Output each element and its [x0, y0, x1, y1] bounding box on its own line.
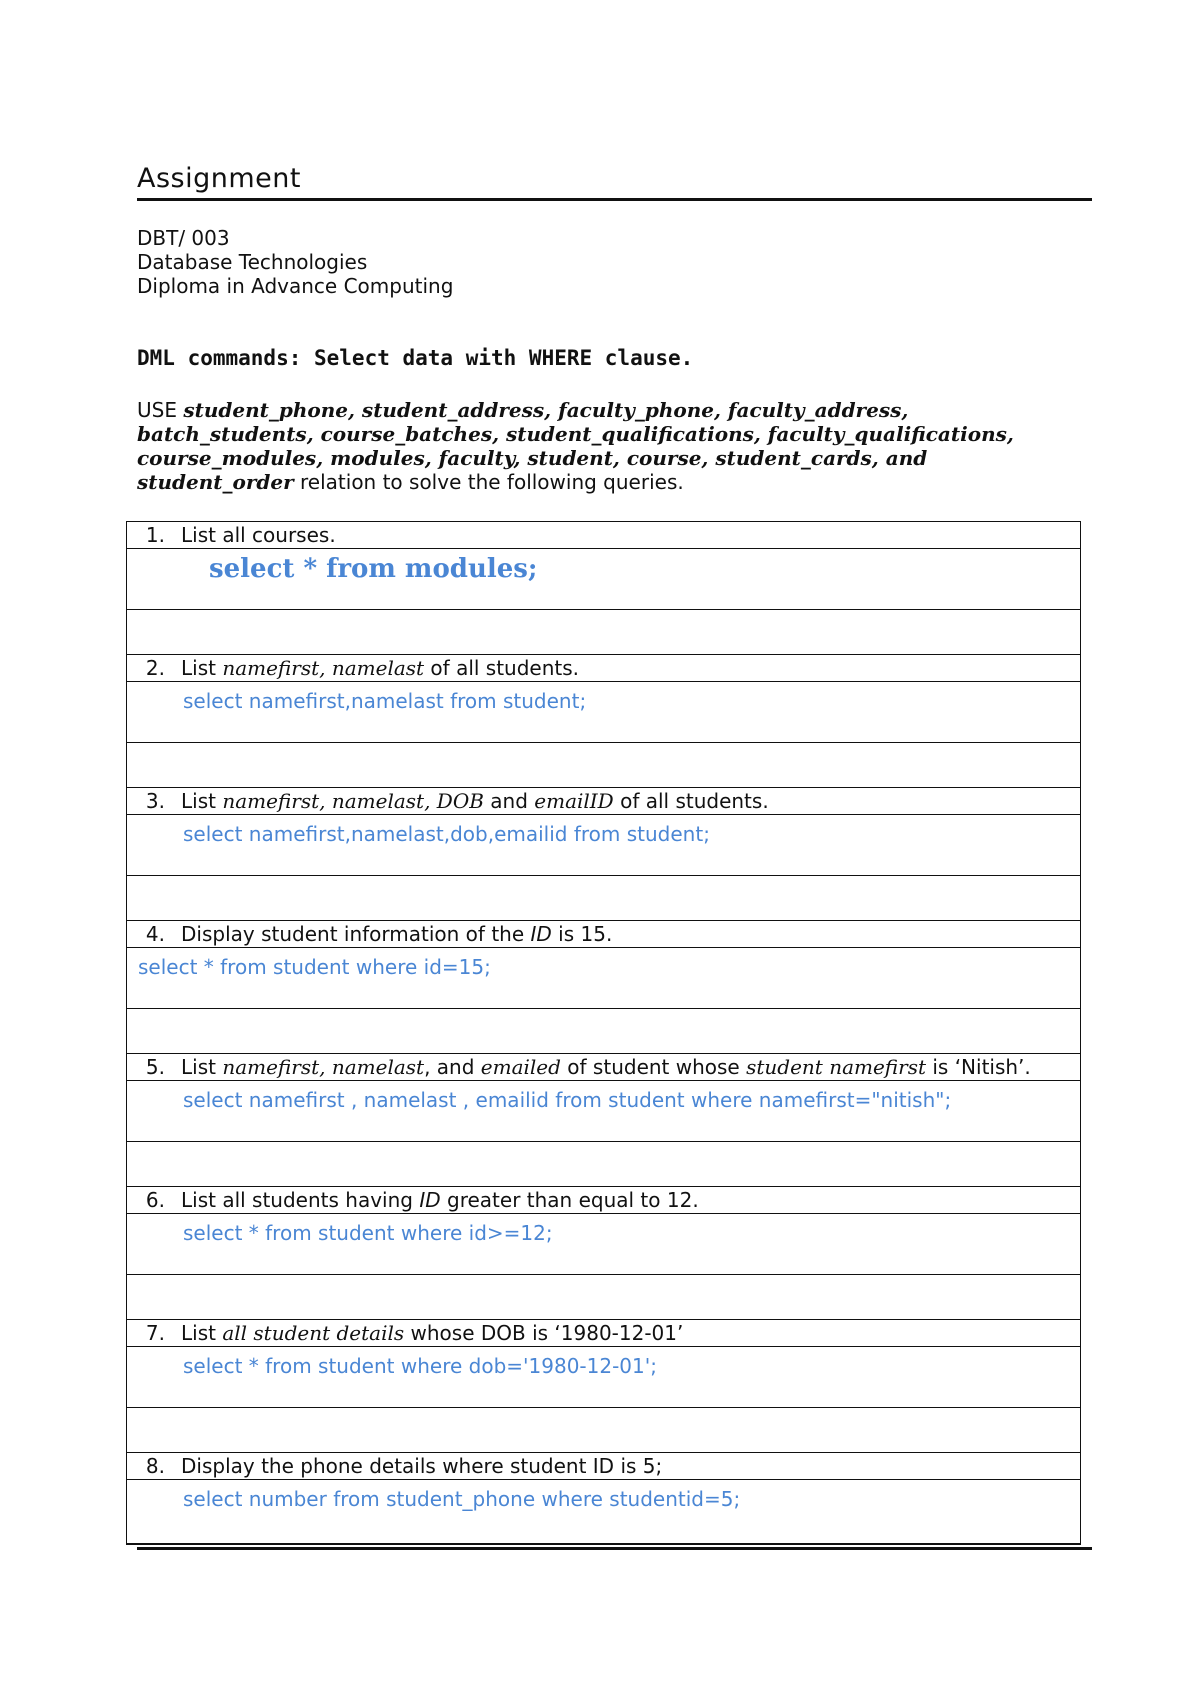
question-text: Display student information of the ID is 15. [181, 922, 613, 946]
intro-tables-4: student_order [137, 470, 294, 494]
spacer-row [127, 610, 1080, 655]
spacer-row [127, 876, 1080, 921]
document-meta [137, 226, 453, 298]
answer-text: select * from student where id=15; [138, 955, 491, 979]
answer-text: select namefirst,namelast from student; [183, 689, 587, 713]
intro-prefix: USE [137, 398, 177, 422]
question-number: 5. [145, 1055, 165, 1079]
course-subject: Database Technologies [137, 250, 368, 274]
spacer-row [127, 1009, 1080, 1054]
intro-tables-1: student_phone, student_address, faculty_phone, faculty_address, [183, 398, 909, 422]
course-code: DBT/ 003 [137, 226, 230, 250]
answer-text: select namefirst,namelast,dob,emailid from student; [183, 822, 710, 846]
question-row [127, 1320, 1080, 1347]
question-number: 2. [145, 656, 165, 680]
question-text: Display the phone details where student ID is 5; [181, 1454, 663, 1478]
question-number: 7. [145, 1321, 165, 1345]
question-number: 3. [145, 789, 165, 813]
questions-table [126, 521, 1081, 1545]
question-number: 1. [145, 523, 165, 547]
question-row [127, 1054, 1080, 1081]
intro-paragraph [137, 398, 1067, 494]
answer-row [127, 1081, 1080, 1142]
answer-row [127, 948, 1080, 1009]
question-number: 8. [145, 1454, 165, 1478]
answer-row [127, 682, 1080, 743]
course-program: Diploma in Advance Computing [137, 274, 454, 298]
answer-text: select namefirst , namelast , emailid from student where namefirst="nitish"; [183, 1088, 952, 1112]
answer-text: select * from student where dob='1980-12-01'; [183, 1354, 657, 1378]
spacer-row [127, 743, 1080, 788]
answer-row [127, 1480, 1080, 1541]
intro-suffix: relation to solve the following queries. [300, 470, 684, 494]
page-title: Assignment [137, 163, 301, 194]
question-text: List all courses. [181, 523, 336, 547]
question-text: List namefirst, namelast of all students. [181, 656, 580, 680]
spacer-row [127, 1275, 1080, 1320]
question-row [127, 1453, 1080, 1480]
question-text: List namefirst, namelast, DOB and emailID of all students. [181, 789, 769, 813]
intro-tables-2: batch_students, course_batches, student_qualifications, faculty_qualifications, [137, 422, 1014, 446]
spacer-row [127, 1408, 1080, 1453]
answer-text: select number from student_phone where studentid=5; [183, 1487, 741, 1511]
question-row [127, 1187, 1080, 1214]
question-number: 6. [145, 1188, 165, 1212]
question-row [127, 522, 1080, 549]
question-row [127, 788, 1080, 815]
title-rule [137, 198, 1092, 201]
section-heading: DML commands: Select data with WHERE clause. [137, 346, 694, 370]
answer-row [127, 1347, 1080, 1408]
question-text: List namefirst, namelast, and emailed of student whose student namefirst is ‘Nitish’. [181, 1055, 1031, 1079]
bottom-rule [137, 1547, 1092, 1550]
spacer-row [127, 1142, 1080, 1187]
answer-row [127, 549, 1080, 610]
answer-row [127, 815, 1080, 876]
answer-text: select * from modules; [209, 554, 538, 584]
question-text: List all students having ID greater than equal to 12. [181, 1188, 699, 1212]
question-row [127, 921, 1080, 948]
question-row [127, 655, 1080, 682]
question-text: List all student details whose DOB is ‘1980-12-01’ [181, 1321, 684, 1345]
intro-tables-3: course_modules, modules, faculty, student, course, student_cards, and [137, 446, 928, 470]
answer-text: select * from student where id>=12; [183, 1221, 553, 1245]
answer-row [127, 1214, 1080, 1275]
question-number: 4. [145, 922, 165, 946]
